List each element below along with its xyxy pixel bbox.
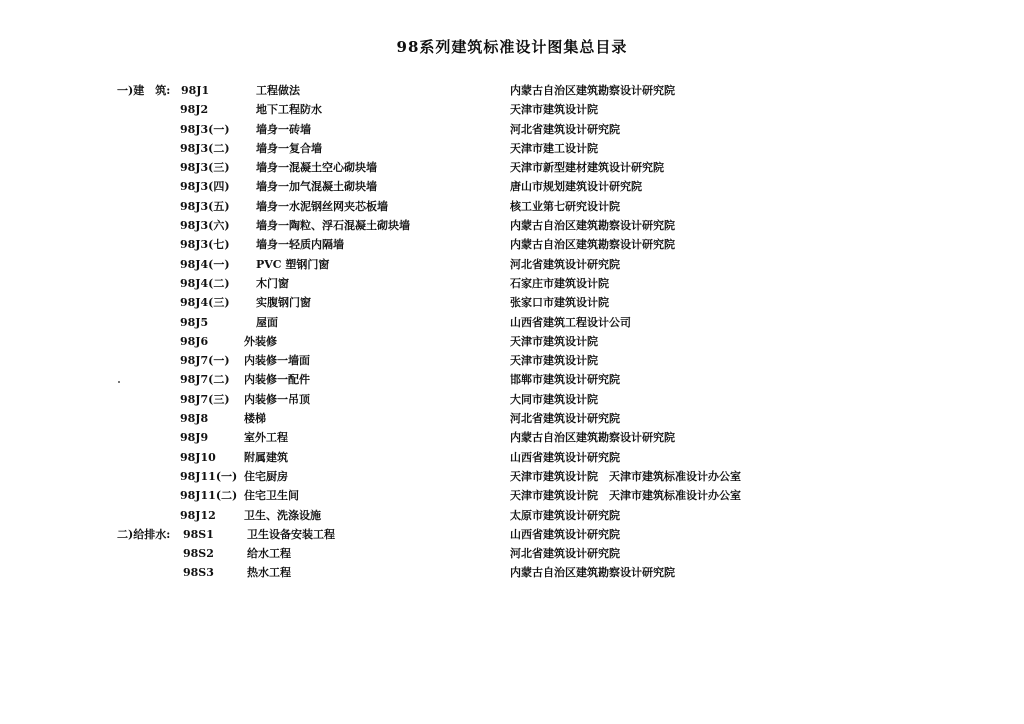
list-item — [0, 100, 1024, 119]
design-institute: 核工业第七研究设计院 — [510, 199, 620, 213]
list-item — [0, 428, 1024, 447]
atlas-name: 住宅厨房 — [244, 469, 288, 483]
design-institute: 天津市建筑设计院 — [510, 354, 598, 368]
catalog-list — [0, 81, 1024, 583]
atlas-code: 98S3 — [183, 566, 214, 580]
design-institute: 河北省建筑设计研究院 — [510, 257, 620, 271]
atlas-code: 98J11(二) — [180, 489, 238, 503]
design-institute: 内蒙古自治区建筑勘察设计研究院 — [510, 238, 675, 252]
atlas-code: 98J7(二) — [180, 373, 230, 387]
atlas-name: 墙身一混凝土空心砌块墙 — [256, 161, 377, 175]
design-institute: 唐山市规划建筑设计研究院 — [510, 180, 642, 194]
design-institute: 天津市建筑设计院 — [510, 334, 598, 348]
atlas-name: PVC 塑钢门窗 — [256, 257, 330, 271]
atlas-name: 给水工程 — [247, 547, 291, 561]
list-item — [0, 370, 1024, 389]
atlas-name: 内装修一配件 — [244, 373, 310, 387]
category-label: 二)给排水: — [117, 527, 171, 541]
atlas-name: 热水工程 — [247, 566, 291, 580]
list-item — [0, 81, 1024, 100]
design-institute: 内蒙古自治区建筑勘察设计研究院 — [510, 566, 675, 580]
atlas-code: 98J9 — [180, 431, 209, 445]
list-item — [0, 120, 1024, 139]
atlas-code: 98J6 — [180, 334, 209, 348]
atlas-code: 98J3(六) — [180, 219, 230, 233]
design-institute: 张家口市建筑设计院 — [510, 296, 609, 310]
list-item — [0, 563, 1024, 582]
design-institute: 内蒙古自治区建筑勘察设计研究院 — [510, 84, 675, 97]
design-institute: 河北省建筑设计研究院 — [510, 122, 620, 136]
list-item — [0, 332, 1024, 351]
list-item — [0, 197, 1024, 216]
atlas-name: 实腹钢门窗 — [256, 296, 311, 310]
design-institute: 内蒙古自治区建筑勘察设计研究院 — [510, 431, 675, 445]
atlas-name: 工程做法 — [256, 84, 300, 97]
scan-speck — [118, 381, 120, 383]
design-institute: 内蒙古自治区建筑勘察设计研究院 — [510, 219, 675, 233]
atlas-code: 98J7(一) — [180, 354, 230, 368]
atlas-code: 98J8 — [180, 412, 209, 426]
atlas-name: 卫生、洗涤设施 — [244, 508, 321, 522]
design-institute: 太原市建筑设计研究院 — [510, 508, 620, 522]
design-institute: 山西省建筑设计研究院 — [510, 527, 620, 541]
design-institute: 河北省建筑设计研究院 — [510, 412, 620, 426]
design-institute: 山西省建筑设计研究院 — [510, 450, 620, 464]
design-institute: 天津市建筑设计院 天津市建筑标准设计办公室 — [510, 489, 741, 503]
atlas-code: 98J4(二) — [180, 276, 230, 290]
atlas-name: 住宅卫生间 — [244, 489, 299, 503]
design-institute: 天津市建工设计院 — [510, 141, 598, 155]
atlas-code: 98S2 — [183, 547, 214, 561]
list-item — [0, 448, 1024, 467]
atlas-code: 98J4(一) — [180, 257, 230, 271]
atlas-name: 外装修 — [244, 334, 277, 348]
design-institute: 邯郸市建筑设计研究院 — [510, 373, 620, 387]
list-item — [0, 313, 1024, 332]
list-item — [0, 158, 1024, 177]
atlas-name: 墙身一水泥钢丝网夹芯板墙 — [256, 199, 388, 213]
atlas-name: 内装修一墙面 — [244, 354, 310, 368]
atlas-code: 98J10 — [180, 450, 216, 464]
design-institute: 天津市建筑设计院 天津市建筑标准设计办公室 — [510, 469, 741, 483]
list-item — [0, 274, 1024, 293]
atlas-name: 屋面 — [256, 315, 278, 329]
atlas-name: 附属建筑 — [244, 450, 288, 464]
atlas-code: 98J12 — [180, 508, 216, 522]
atlas-code: 98J3(一) — [180, 122, 230, 136]
atlas-name: 楼梯 — [244, 412, 266, 426]
list-item — [0, 216, 1024, 235]
list-item — [0, 351, 1024, 370]
list-item — [0, 255, 1024, 274]
list-item — [0, 506, 1024, 525]
atlas-code: 98J3(七) — [180, 238, 230, 252]
list-item — [0, 177, 1024, 196]
list-item — [0, 139, 1024, 158]
list-item — [0, 390, 1024, 409]
atlas-code: 98J2 — [180, 103, 209, 117]
atlas-code: 98J4(三) — [180, 296, 230, 310]
atlas-name: 墙身一复合墙 — [256, 141, 322, 155]
list-item — [0, 486, 1024, 505]
atlas-name: 卫生设备安装工程 — [247, 527, 335, 541]
atlas-name: 墙身一加气混凝土砌块墙 — [256, 180, 377, 194]
atlas-name: 墙身一砖墙 — [256, 122, 311, 136]
list-item — [0, 544, 1024, 563]
atlas-name: 木门窗 — [256, 276, 289, 290]
list-item — [0, 235, 1024, 254]
page-title: 98系列建筑标准设计图集总目录 — [396, 38, 628, 56]
atlas-code: 98J3(二) — [180, 141, 230, 155]
design-institute: 石家庄市建筑设计院 — [510, 276, 609, 290]
list-item — [0, 525, 1024, 544]
design-institute: 河北省建筑设计研究院 — [510, 547, 620, 561]
atlas-name: 地下工程防水 — [256, 103, 322, 117]
atlas-name: 墙身一陶粒、浮石混凝土砌块墙 — [256, 219, 410, 233]
atlas-code: 98J3(五) — [180, 199, 230, 213]
atlas-code: 98J3(四) — [180, 180, 230, 194]
atlas-code: 98S1 — [183, 527, 214, 541]
list-item — [0, 467, 1024, 486]
atlas-code: 98J11(一) — [180, 469, 238, 483]
atlas-name: 内装修一吊顶 — [244, 392, 310, 406]
atlas-name: 墙身一轻质内隔墙 — [256, 238, 344, 252]
category-label: 一)建 筑: — [117, 84, 171, 97]
list-item — [0, 293, 1024, 312]
design-institute: 天津市建筑设计院 — [510, 103, 598, 117]
design-institute: 天津市新型建材建筑设计研究院 — [510, 161, 664, 175]
atlas-name: 室外工程 — [244, 431, 288, 445]
atlas-code: 98J5 — [180, 315, 209, 329]
design-institute: 大同市建筑设计院 — [510, 392, 598, 406]
list-item — [0, 409, 1024, 428]
atlas-code: 98J1 — [181, 84, 210, 97]
atlas-code: 98J7(三) — [180, 392, 230, 406]
atlas-code: 98J3(三) — [180, 161, 230, 175]
design-institute: 山西省建筑工程设计公司 — [510, 315, 631, 329]
